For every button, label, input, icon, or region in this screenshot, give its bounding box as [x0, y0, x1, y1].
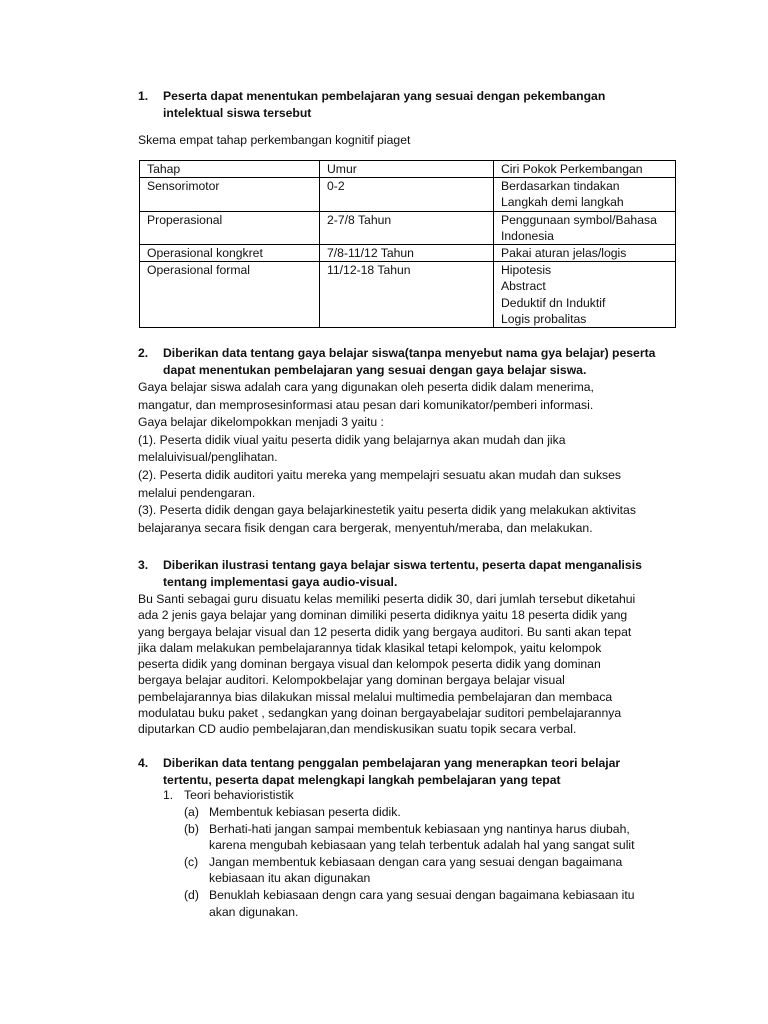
table-header-cell: Umur: [320, 161, 494, 178]
section-4-line-1: Diberikan data tentang penggalan pembelajaran yang menerapkan teori belajar: [163, 756, 621, 770]
table-row: [140, 178, 676, 211]
sub-item-number: 1.: [163, 788, 174, 802]
list-item: [184, 854, 684, 887]
section-1-line-2: intelektual siswa tersebut: [163, 105, 312, 120]
section-3-line-2: tentang implementasi gaya audio-visual.: [163, 574, 398, 589]
body-line: jika dalam melakukan pembelajarannya tidak klasikal tetapi kelompok, yaitu kelompok: [138, 640, 602, 655]
sub-item-title: Teori behaviorististik: [184, 788, 294, 802]
table-header-cell: Ciri Pokok Perkembangan: [494, 161, 676, 178]
table-cell-umur: 11/12-18 Tahun: [320, 262, 494, 328]
table-row: [140, 245, 676, 262]
list-item-line: kebiasaan itu akan digunakan: [209, 871, 371, 886]
section-4-heading: [138, 755, 678, 788]
ciri-line: Abstract: [501, 279, 546, 294]
ciri-line: Langkah demi langkah: [501, 195, 624, 210]
section-1-number: 1.: [138, 89, 149, 103]
body-line: Gaya belajar siswa adalah cara yang digunakan oleh peserta didik dalam menerima,: [138, 380, 594, 394]
table-cell-ciri: [494, 178, 676, 211]
body-line: bergaya belajar auditori. Kelompokbelajar yang dominan bergaya belajar visual: [138, 673, 565, 688]
section-2-line-2: dapat menentukan pembelajaran yang sesuai dengan gaya belajar siswa.: [163, 362, 587, 377]
body-line: melaluivisual/penglihatan.: [138, 450, 278, 465]
section-4-line-2: tertentu, peserta dapat melengkapi langkah pembelajaran yang tepat: [163, 772, 561, 787]
ciri-line: Penggunaan symbol/Bahasa: [501, 212, 657, 227]
body-line: (2). Peserta didik auditori yaitu mereka yang mempelajri sesuatu akan mudah dan sukses: [138, 467, 622, 482]
table-cell-tahap: Properasional: [140, 211, 320, 244]
body-line: diputarkan CD audio pembelajaran,dan mendiskusikan suatu topik secara verbal.: [138, 722, 577, 737]
list-item: [184, 821, 684, 854]
section-3-body: [138, 591, 678, 738]
table-cell-tahap: Sensorimotor: [140, 178, 320, 211]
table-cell-ciri: [494, 211, 676, 244]
list-item-line: karena mengubah kebiasaan yang telah terbentuk adalah hal yang sangat sulit: [209, 838, 635, 853]
body-line: ada 2 jenis gaya belajar yang dominan dimiliki peserta didiknya yaitu 18 peserta didik yang: [138, 608, 628, 623]
piaget-stage-table: [139, 160, 676, 328]
section-2-number: 2.: [138, 346, 149, 360]
list-item-letter: (a): [184, 805, 199, 819]
body-line: peserta didik yang dominan bergaya visual dan kelompok peserta didik yang dominan: [138, 657, 601, 672]
table-row: [140, 211, 676, 244]
body-line: Gaya belajar dikelompokkan menjadi 3 yaitu :: [138, 415, 384, 430]
ciri-line: Hipotesis: [501, 263, 552, 278]
body-line: mangatur, dan memprosesinformasi atau pesan dari komunikator/pemberi informasi.: [138, 397, 594, 412]
ciri-line: Indonesia: [501, 228, 554, 243]
ciri-line: Pakai aturan jelas/logis: [501, 246, 627, 261]
table-cell-umur: 7/8-11/12 Tahun: [320, 245, 494, 262]
ciri-line: Berdasarkan tindakan: [501, 179, 620, 194]
ciri-line: Deduktif dn Induktif: [501, 295, 606, 310]
table-cell-ciri: [494, 245, 676, 262]
list-item-line: akan digunakan.: [209, 904, 299, 919]
list-item-letter: (b): [184, 821, 199, 836]
list-item-line: Membentuk kebiasan peserta didik.: [209, 805, 401, 819]
table-cell-ciri: [494, 262, 676, 328]
table-row: [140, 262, 676, 328]
list-item: [184, 804, 684, 821]
body-line: (3). Peserta didik dengan gaya belajarkinestetik yaitu peserta didik yang melakukan aktivitas: [138, 503, 636, 518]
body-line: Bu Santi sebagai guru disuatu kelas memiliki peserta didik 30, dari jumlah tersebut diketahui: [138, 592, 636, 606]
list-item-line: Benuklah kebiasaan dengn cara yang sesuai dengan bagaimana kebiasaan itu: [209, 887, 635, 902]
body-line: pembelajarannya bias dilakukan missal melalui multimedia pembelajaran dan membaca: [138, 689, 613, 704]
body-line: melalui pendengaran.: [138, 485, 256, 500]
section-1-heading: [138, 88, 658, 121]
section-3-number: 3.: [138, 558, 149, 572]
list-item-letter: (c): [184, 854, 199, 869]
sub-item-behavioristik: [163, 787, 294, 804]
table-header-cell: Tahap: [140, 161, 320, 178]
section-3-heading: [138, 557, 678, 590]
body-line: yang bergaya belajar visual dan 12 peserta didik yang bergaya auditori. Bu santi akan tepat: [138, 624, 632, 639]
ciri-line: Logis probalitas: [501, 311, 587, 326]
list-item: [184, 887, 684, 920]
table-cell-tahap: Operasional formal: [140, 262, 320, 328]
body-line: (1). Peserta didik viual yaitu peserta didik yang belajarnya akan mudah dan jika: [138, 432, 566, 447]
section-4-number: 4.: [138, 756, 149, 770]
body-line: belajaranya secara fisik dengan cara bergerak, menyentuh/meraba, dan melakukan.: [138, 520, 593, 535]
table-header-row: [140, 161, 676, 178]
body-line: modulatau buku paket , sedangkan yang doinan bergayabelajar suditori pembelajarannya: [138, 706, 622, 721]
section-2-line-1: Diberikan data tentang gaya belajar siswa(tanpa menyebut nama gya belajar) peserta: [163, 346, 656, 360]
section-3-line-1: Diberikan ilustrasi tentang gaya belajar siswa tertentu, peserta dapat menganalisis: [163, 558, 642, 572]
section-2-heading: [138, 345, 678, 378]
list-item-letter: (d): [184, 887, 199, 902]
table-caption: Skema empat tahap perkembangan kognitif piaget: [138, 133, 411, 147]
behavioristik-list: [184, 804, 684, 920]
table-cell-umur: 2-7/8 Tahun: [320, 211, 494, 244]
list-item-line: Berhati-hati jangan sampai membentuk kebiasaan yng nantinya harus diubah,: [209, 821, 630, 836]
list-item-line: Jangan membentuk kebiasaan dengan cara yang sesuai dengan bagaimana: [209, 854, 623, 869]
table-cell-umur: 0-2: [320, 178, 494, 211]
table-cell-tahap: Operasional kongkret: [140, 245, 320, 262]
section-1-line-1: Peserta dapat menentukan pembelajaran yang sesuai dengan pekembangan: [163, 89, 606, 103]
section-2-body: [138, 379, 678, 537]
